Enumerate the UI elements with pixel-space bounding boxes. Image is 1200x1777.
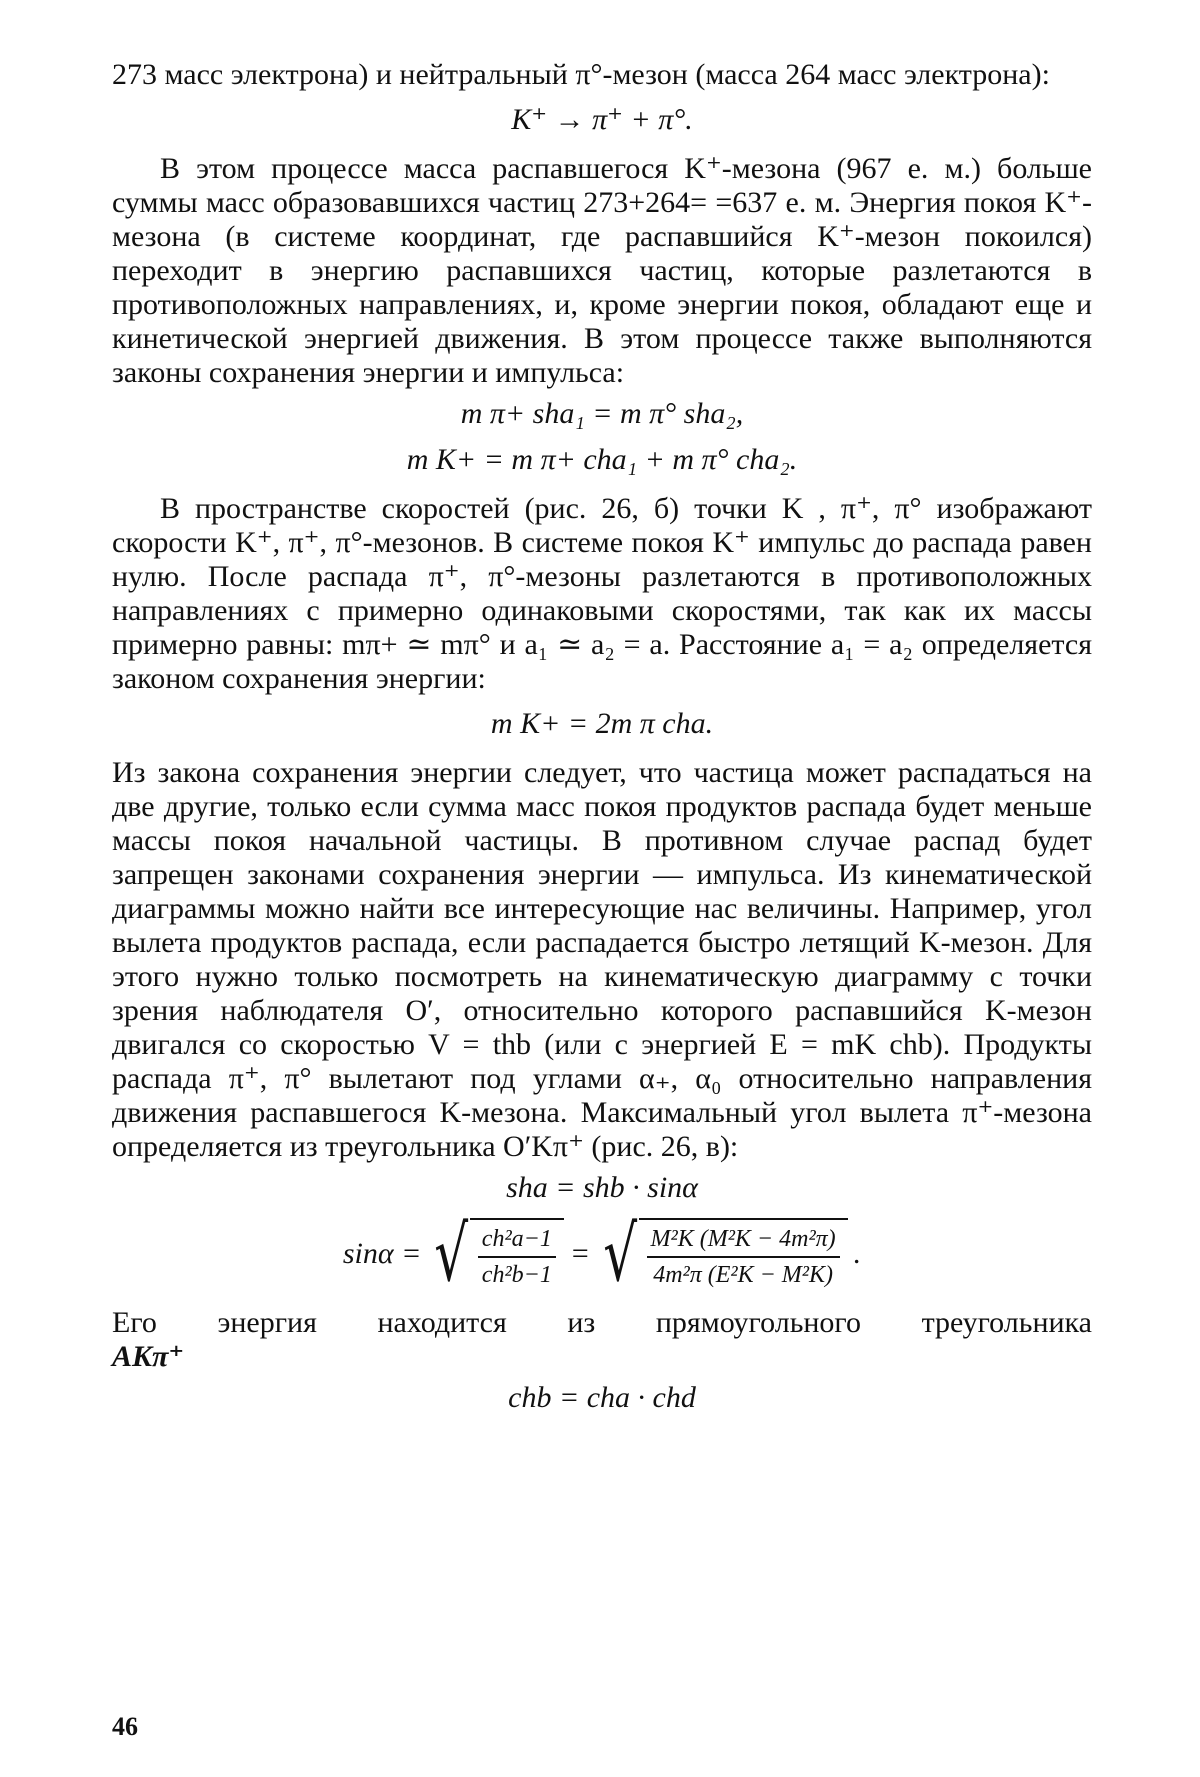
sqrt-1 [427, 1209, 563, 1298]
equation-energy: m K+ = m π+ cha₁ + m π° cha₂. [406, 443, 798, 476]
page-number: 46 [112, 1712, 138, 1741]
fraction-denominator: ch²b−1 [481, 1262, 552, 1288]
radical-icon: √ [603, 1209, 638, 1298]
equals-sign: = [569, 1237, 591, 1270]
paragraph-tail: AKπ⁺ [112, 1340, 185, 1373]
equation-lhs: sinα = [342, 1237, 422, 1270]
paragraph: 273 масс электрона) и нейтральный π°-мезон (масса 264 масс электрона): [112, 58, 1050, 91]
fraction-2 [639, 1218, 848, 1290]
fraction-denominator: 4m²π (E²K − M²K) [653, 1262, 833, 1288]
text-column [112, 58, 1092, 1424]
radical-icon: √ [434, 1209, 469, 1298]
equation-chb: chb = cha · chd [508, 1381, 696, 1414]
word: треугольника [921, 1306, 1092, 1339]
paragraph-last-line [112, 1306, 1092, 1340]
equation-end: . [853, 1237, 862, 1270]
word: Его [112, 1306, 157, 1339]
word: прямоугольного [655, 1306, 861, 1339]
fraction-numerator: ch²a−1 [478, 1224, 556, 1258]
equation-decay: K⁺ → π⁺ + π°. [511, 103, 693, 136]
equation-energy-conservation: m K+ = 2m π cha. [490, 707, 714, 740]
equation-sin-alpha [112, 1209, 1092, 1298]
paragraph: В этом процессе масса распавшегося K⁺-мезона (967 е. м.) больше суммы масс образовавшихся частиц 273+264= =637 е. м. Энергия покоя K⁺-мезона (в системе координат, где распавшийся K⁺-мезон покоился) переходит в энергию распавшихся частиц, которые разлетаются в противоположных направлениях, и, кроме энергии покоя, обладают еще и кинетической энергией движения. В этом процессе также выполняются законы сохранения энергии и импульса: [112, 152, 1092, 389]
sqrt-2 [596, 1209, 848, 1298]
equation-momentum: m π+ sha₁ = m π° sha₂, [460, 397, 744, 430]
word: энергия [217, 1306, 317, 1339]
paragraph: Из закона сохранения энергии следует, что частица может распадаться на две другие, только если сумма масс покоя продуктов распада будет меньше массы покоя начальной частицы. В противном случае распад будет запрещен законами сохранения энергии — импульса. Из кинематической диаграммы можно найти все интересующие нас величины. Например, угол вылета продуктов распада, если распадается быстро летящий K-мезон. Для этого нужно только посмотреть на кинематическую диаграмму с точки зрения наблюдателя O′, относительно которого распавшийся K-мезон двигался со скоростью V = thb (или с энергией E = mK chb). Продукты распада π⁺, π° вылетают под углами α₊, α₀ относительно направления движения распавшегося K-мезона. Максимальный угол вылета π⁺-мезона определяется из треугольника O′Kπ⁺ (рис. 26, в): [112, 756, 1092, 1163]
word: из [567, 1306, 596, 1339]
equation-sha: sha = shb · sinα [506, 1171, 698, 1204]
fraction-numerator: M²K (M²K − 4m²π) [647, 1224, 840, 1258]
fraction-1 [470, 1218, 564, 1290]
paragraph: В пространстве скоростей (рис. 26, б) точки K , π⁺, π° изображают скорости K⁺, π⁺, π°-мезонов. В системе покоя K⁺ импульс до распада равен нулю. После распада π⁺, π°-мезоны разлетаются в противоположных направлениях с примерно одинаковыми скоростями, так как их массы примерно равны: mπ+ ≃ mπ° и a₁ ≃ a₂ = a. Расстояние a₁ = a₂ определяется законом сохранения энергии: [112, 492, 1092, 695]
word: находится [377, 1306, 507, 1339]
